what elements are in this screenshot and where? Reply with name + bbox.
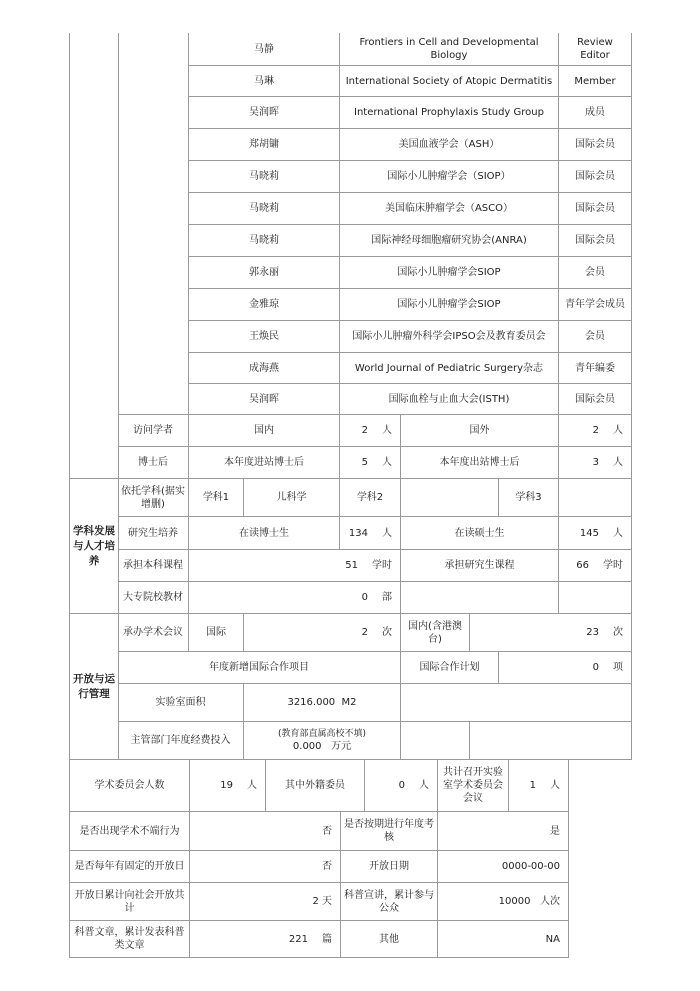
collab-name: 郭永丽	[189, 257, 340, 289]
subject3-value	[559, 479, 632, 517]
collab-role: Member	[559, 66, 632, 97]
articles-label: 科普文章，累计发表科普类文章	[69, 921, 190, 958]
grad-label: 研究生培养	[118, 517, 189, 550]
subject1-value: 儿科学	[244, 479, 340, 517]
collab-name: 马晓莉	[189, 225, 340, 257]
visiting-domestic-value: 2 人	[340, 415, 401, 447]
fund-value: (教育部直属高校不填) 0.000 万元	[244, 722, 401, 760]
collab-role: 国际会员	[559, 384, 632, 415]
collab-org: 国际血栓与止血大会(ISTH)	[340, 384, 559, 415]
coop-value: 0 项	[499, 652, 632, 684]
discipline-section-label: 学科发展与人才培养	[69, 479, 119, 614]
lab-area-blank	[401, 684, 632, 722]
collab-org: 国际小儿肿瘤学会SIOP	[340, 289, 559, 321]
grad-course-label: 承担研究生课程	[401, 550, 559, 582]
postdoc-out-label: 本年度出站博士后	[401, 447, 559, 479]
conf-label: 承办学术会议	[118, 614, 189, 652]
subject2-value	[401, 479, 499, 517]
visiting-domestic-label: 国内	[189, 415, 340, 447]
conf-dom-label: 国内(含港澳台)	[401, 614, 470, 652]
textbook-label: 大专院校教材	[118, 582, 189, 614]
opendate-value: 0000-00-00	[438, 851, 569, 883]
meetings-label: 共计召开实验室学术委员会会议	[438, 760, 509, 812]
grad-course-value: 66 学时	[559, 550, 632, 582]
collab-name: 马晓莉	[189, 193, 340, 225]
master-value: 145 人	[559, 517, 632, 550]
subject-label: 依托学科(据实增删)	[118, 479, 189, 517]
ug-course-label: 承担本科课程	[118, 550, 189, 582]
textbook-blank-1	[401, 582, 559, 614]
subject3-label: 学科3	[499, 479, 559, 517]
other-label: 其他	[341, 921, 438, 958]
postdoc-out-value: 3 人	[559, 447, 632, 479]
collab-name: 成海燕	[189, 353, 340, 384]
fund-blank-1	[401, 722, 470, 760]
foreign-members-value: 0 人	[365, 760, 438, 812]
collab-role: 青年学会成员	[559, 289, 632, 321]
members-label: 学术委员会人数	[69, 760, 190, 812]
collab-org: 美国血液学会（ASH）	[340, 129, 559, 161]
collab-role: 国际会员	[559, 161, 632, 193]
collab-role: 会员	[559, 257, 632, 289]
fund-label: 主管部门年度经费投入	[118, 722, 244, 760]
opendays-value: 2 天	[190, 883, 341, 921]
foreign-members-label: 其中外籍委员	[266, 760, 365, 812]
subject2-label: 学科2	[340, 479, 401, 517]
collab-org: 国际小儿肿瘤学会SIOP	[340, 257, 559, 289]
opendate-label: 开放日期	[341, 851, 438, 883]
collab-role: 青年编委	[559, 353, 632, 384]
collab-role: 会员	[559, 321, 632, 353]
section-cell-collab	[69, 33, 119, 479]
collab-name: 吴润晖	[189, 384, 340, 415]
collab-org: International Society of Atopic Dermatitis	[340, 66, 559, 97]
visiting-foreign-value: 2 人	[559, 415, 632, 447]
other-value: NA	[438, 921, 569, 958]
collab-role: 成员	[559, 97, 632, 129]
visiting-foreign-label: 国外	[401, 415, 559, 447]
collab-name: 吴润晖	[189, 97, 340, 129]
phd-label: 在读博士生	[189, 517, 340, 550]
new-proj-label: 年度新增国际合作项目	[118, 652, 401, 684]
subject1-label: 学科1	[189, 479, 244, 517]
lecture-label: 科普宣讲，累计参与公众	[341, 883, 438, 921]
collab-name: 郑胡镛	[189, 129, 340, 161]
misconduct-value: 否	[190, 812, 341, 851]
articles-value: 221 篇	[190, 921, 341, 958]
meetings-value: 1 人	[509, 760, 569, 812]
collab-org: 国际小儿肿瘤外科学会IPSO会及教育委员会	[340, 321, 559, 353]
visiting-label: 访问学者	[118, 415, 189, 447]
coop-label: 国际合作计划	[401, 652, 499, 684]
opendays-label: 开放日累计向社会开放共计	[69, 883, 190, 921]
open-section-label: 开放与运行管理	[69, 614, 119, 760]
collab-role: 国际会员	[559, 129, 632, 161]
collab-name: 王焕民	[189, 321, 340, 353]
review-value: 是	[438, 812, 569, 851]
conf-dom-value: 23 次	[470, 614, 632, 652]
lab-area-label: 实验室面积	[118, 684, 244, 722]
collab-org: 美国临床肿瘤学会（ASCO）	[340, 193, 559, 225]
collab-role: 国际会员	[559, 193, 632, 225]
collab-name: 马静	[189, 33, 340, 66]
review-label: 是否按期进行年度考核	[341, 812, 438, 851]
collab-org: Frontiers in Cell and Developmental Biology	[340, 33, 559, 66]
postdoc-in-value: 5 人	[340, 447, 401, 479]
openday-label: 是否每年有固定的开放日	[69, 851, 190, 883]
collab-name: 马琳	[189, 66, 340, 97]
conf-intl-label: 国际	[189, 614, 244, 652]
master-label: 在读硕士生	[401, 517, 559, 550]
collab-org: World Journal of Pediatric Surgery杂志	[340, 353, 559, 384]
openday-value: 否	[190, 851, 341, 883]
fund-blank-2	[470, 722, 632, 760]
lab-area-value: 3216.000 M2	[244, 684, 401, 722]
ug-course-value: 51 学时	[189, 550, 401, 582]
misconduct-label: 是否出现学术不端行为	[69, 812, 190, 851]
collab-role: 国际会员	[559, 225, 632, 257]
conf-intl-value: 2 次	[244, 614, 401, 652]
collab-org: 国际小儿肿瘤学会（SIOP）	[340, 161, 559, 193]
collab-role: Review Editor	[559, 33, 632, 66]
textbook-blank-2	[559, 582, 632, 614]
collab-subheader-cell	[118, 33, 189, 415]
postdoc-in-label: 本年度进站博士后	[189, 447, 340, 479]
collab-org: 国际神经母细胞瘤研究协会(ANRA)	[340, 225, 559, 257]
textbook-value: 0 部	[189, 582, 401, 614]
collab-org: International Prophylaxis Study Group	[340, 97, 559, 129]
lecture-value: 10000 人次	[438, 883, 569, 921]
members-value: 19 人	[190, 760, 266, 812]
postdoc-label: 博士后	[118, 447, 189, 479]
collab-name: 金雅琼	[189, 289, 340, 321]
phd-value: 134 人	[340, 517, 401, 550]
collab-name: 马晓莉	[189, 161, 340, 193]
